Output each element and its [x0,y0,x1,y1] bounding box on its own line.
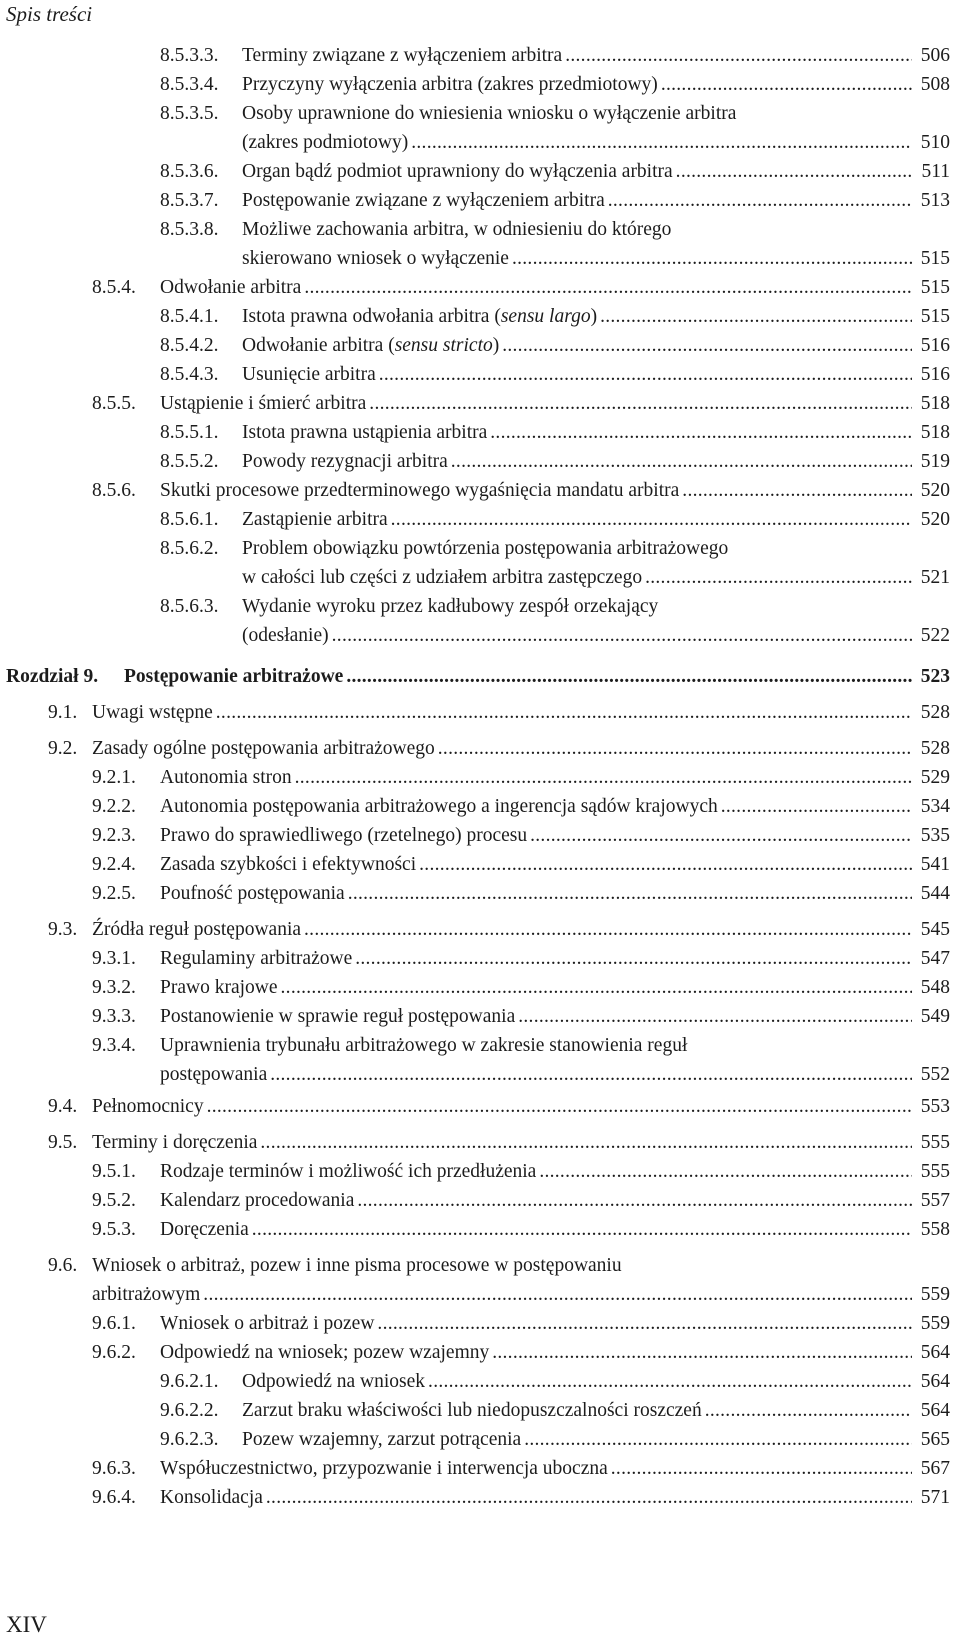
toc-entry-title: (zakres podmiotowy) [242,132,409,153]
toc-entry[interactable] [0,534,960,588]
toc-entry[interactable] [0,734,960,764]
toc-entry-number: 8.5.3.7. [160,190,219,211]
toc-entry-number: 9.3.4. [92,1035,136,1056]
toc-entry-number: 8.5.6. [92,480,136,501]
toc-entry[interactable] [0,70,960,100]
toc-entry-number: 8.5.3.3. [160,45,219,66]
dot-leader [530,821,912,851]
dot-leader [539,1157,912,1187]
toc-entry-title: Osoby uprawnione do wniesienia wniosku o wyłączenie arbitra [242,103,737,124]
toc-entry[interactable] [0,1215,960,1245]
toc-entry[interactable] [0,1425,960,1455]
toc-entry-title: Poufność postępowania [160,883,345,904]
dot-leader [391,505,912,535]
toc-entry-page: 541 [920,854,950,875]
dot-leader [608,186,912,216]
dot-leader [419,850,912,880]
toc-entry-page: 557 [920,1190,950,1211]
toc-entry-title: Pozew wzajemny, zarzut potrącenia [242,1429,522,1450]
toc-entry-page: 548 [920,977,950,998]
dot-leader [369,389,912,419]
toc-entry-page: 555 [920,1161,950,1182]
toc-entry[interactable] [0,973,960,1003]
toc-entry[interactable] [0,792,960,822]
toc-entry-title: Ustąpienie i śmierć arbitra [160,393,367,414]
dot-leader [332,621,912,651]
toc-entry[interactable] [0,1338,960,1368]
toc-entry-page: 567 [920,1458,950,1479]
toc-entry-number: 8.5.6.1. [160,509,219,530]
toc-entry[interactable] [0,418,960,448]
toc-entry-number: 9.6.3. [92,1458,136,1479]
toc-entry-title: Rodzaje terminów i możliwość ich przedłużenia [160,1161,537,1182]
toc-entry-page: 564 [920,1342,950,1363]
toc-entry-number: 9.3.3. [92,1006,136,1027]
toc-entry[interactable] [0,505,960,535]
toc-entry[interactable] [0,41,960,71]
dot-leader [252,1215,912,1245]
toc-entry[interactable] [0,1309,960,1339]
toc-entry[interactable] [0,157,960,187]
toc-entry-number: 8.5.3.4. [160,74,219,95]
toc-entry-title: Autonomia stron [160,767,292,788]
dot-leader [304,273,912,303]
dot-leader [705,1396,912,1426]
toc-entry[interactable] [0,1483,960,1513]
dot-leader [270,1060,912,1090]
toc-entry-page: 520 [920,509,950,530]
toc-entry-number: 8.5.3.8. [160,219,219,240]
dot-leader [676,157,912,187]
toc-entry-page: 558 [920,1219,950,1240]
toc-entry[interactable] [0,1157,960,1187]
toc-entry-page: 547 [920,948,950,969]
toc-entry-number: 8.5.3.6. [160,161,219,182]
toc-entry-page: 555 [920,1132,950,1153]
toc-entry-title: Powody rezygnacji arbitra [242,451,448,472]
toc-entry-number: 9.1. [48,702,78,723]
toc-entry-title: Wydanie wyroku przez kadłubowy zespół orzekający [242,596,659,617]
dot-leader [611,1454,912,1484]
toc-entry[interactable] [0,763,960,793]
toc-entry-number: 8.5.4. [92,277,136,298]
dot-leader [266,1483,912,1513]
toc-entry-title: Autonomia postępowania arbitrażowego a ingerencja sądów krajowych [160,796,718,817]
toc-entry-page: 511 [921,161,950,182]
toc-entry[interactable] [0,1367,960,1397]
toc-entry-title: Istota prawna ustąpienia arbitra [242,422,488,443]
toc-entry-number: 9.6.2.3. [160,1429,219,1450]
toc-entry-title: Współuczestnictwo, przypozwanie i interwencja uboczna [160,1458,608,1479]
toc-entry-number: 9.5.1. [92,1161,136,1182]
toc-entry-title: Zasada szybkości i efektywności [160,854,417,875]
toc-entry-title: postępowania [160,1064,268,1085]
chapter-entry[interactable] [0,662,960,692]
toc-entry-title: Zarzut braku właściwości lub niedopuszczalności roszczeń [242,1400,702,1421]
toc-entry-page: 510 [920,132,950,153]
toc-entry-title: Prawo do sprawiedliwego (rzetelnego) procesu [160,825,528,846]
toc-entry-title: Kalendarz procedowania [160,1190,355,1211]
toc-entry[interactable] [0,360,960,390]
toc-entry[interactable] [0,1002,960,1032]
dot-leader [451,447,912,477]
toc-entry-page: 549 [920,1006,950,1027]
toc-entry[interactable] [0,215,960,269]
toc-entry-title: Pełnomocnicy [92,1096,204,1117]
dot-leader [346,662,912,692]
toc-entry-title: arbitrażowym [92,1284,201,1305]
toc-entry-number: 8.5.3.5. [160,103,219,124]
toc-entry[interactable] [0,592,960,646]
dot-leader [295,763,912,793]
toc-entry[interactable] [0,915,960,945]
toc-entry-page: 564 [920,1371,950,1392]
dot-leader [379,360,912,390]
toc-entry-page: 518 [920,393,950,414]
toc-entry-page: 506 [920,45,950,66]
toc-entry-page: 515 [920,277,950,298]
toc-entry-number: 9.3.1. [92,948,136,969]
toc-entry-title: Doręczenia [160,1219,249,1240]
dot-leader [260,1128,912,1158]
toc-entry-page: 528 [920,738,950,759]
dot-leader [492,1338,912,1368]
toc-entry-page: 534 [920,796,950,817]
toc-entry-number: 8.5.4.3. [160,364,219,385]
toc-entry-page: 559 [920,1284,950,1305]
toc-entry-number: 8.5.6.2. [160,538,219,559]
dot-leader [682,476,912,506]
toc-entry-number: 8.5.6.3. [160,596,219,617]
dot-leader [512,244,912,274]
toc-entry-title: Możliwe zachowania arbitra, w odniesieniu do którego [242,219,672,240]
toc-entry-number: 9.6.2.1. [160,1371,219,1392]
dot-leader [600,302,912,332]
toc-entry-title: Usunięcie arbitra [242,364,376,385]
toc-entry-number: 9.2.1. [92,767,136,788]
dot-leader [565,41,912,71]
toc-entry-title: Zastąpienie arbitra [242,509,388,530]
running-head: Spis treści [6,2,93,26]
dot-leader [357,1186,912,1216]
toc-entry-number: 9.3. [48,919,78,940]
toc-entry-page: 516 [920,335,950,356]
toc-entry-number: 9.2.2. [92,796,136,817]
toc-entry-number: 9.2.3. [92,825,136,846]
toc-entry[interactable] [0,273,960,303]
toc-entry-page: 565 [920,1429,950,1450]
toc-entry-page: 544 [920,883,950,904]
toc-entry-title: Uprawnienia trybunału arbitrażowego w zakresie stanowienia reguł [160,1035,688,1056]
toc-entry-page: 513 [920,190,950,211]
toc-entry-number: 8.5.5. [92,393,136,414]
toc-entry-title: Uwagi wstępne [92,702,213,723]
toc-entry-number: 8.5.4.2. [160,335,219,356]
toc-entry[interactable] [0,1128,960,1158]
toc-entry-number: 9.6. [48,1255,78,1276]
toc-entry[interactable] [0,1454,960,1484]
toc-entry-number: 9.4. [48,1096,78,1117]
toc-entry-page: 528 [920,702,950,723]
toc-entry-number: Rozdział 9. [6,666,99,687]
dot-leader [490,418,912,448]
toc-entry-title: Postępowanie arbitrażowe [124,666,344,687]
toc-entry-title: Regulaminy arbitrażowe [160,948,353,969]
dot-leader [524,1425,912,1455]
toc-entry-page: 559 [920,1313,950,1334]
toc-entry-number: 9.5.3. [92,1219,136,1240]
toc-entry-title: Odpowiedź na wniosek; pozew wzajemny [160,1342,490,1363]
toc-entry-title: Zasady ogólne postępowania arbitrażowego [92,738,435,759]
toc-entry-page: 515 [920,306,950,327]
toc-entry-number: 8.5.5.2. [160,451,219,472]
toc-entry-title: Konsolidacja [160,1487,263,1508]
toc-entry[interactable] [0,302,960,332]
toc-entry-page: 571 [920,1487,950,1508]
dot-leader [377,1309,912,1339]
toc-entry-number: 9.6.1. [92,1313,136,1334]
toc-entry[interactable] [0,1092,960,1122]
toc-entry[interactable] [0,850,960,880]
toc-entry-number: 8.5.4.1. [160,306,219,327]
toc-entry-title: Terminy i doręczenia [92,1132,258,1153]
toc-entry[interactable] [0,99,960,153]
toc-entry-number: 9.6.2.2. [160,1400,219,1421]
toc-entry-page: 523 [920,666,950,687]
toc-entry[interactable] [0,698,960,728]
page-number: XIV [6,1612,47,1637]
toc-entry-title: Terminy związane z wyłączeniem arbitra [242,45,563,66]
toc-entry-number: 9.6.4. [92,1487,136,1508]
toc-entry[interactable] [0,331,960,361]
dot-leader [281,973,912,1003]
toc-entry-title: Istota prawna odwołania arbitra (sensu largo) [242,306,598,327]
toc-entry-title: Odwołanie arbitra (sensu stricto) [242,335,500,356]
toc-entry-number: 9.5.2. [92,1190,136,1211]
dot-leader [518,1002,912,1032]
toc-entry-title: Wniosek o arbitraż, pozew i inne pisma procesowe w postępowaniu [92,1255,622,1276]
toc-entry[interactable] [0,1396,960,1426]
toc-entry-title: Postępowanie związane z wyłączeniem arbitra [242,190,605,211]
toc-entry-title: Prawo krajowe [160,977,278,998]
toc-entry[interactable] [0,879,960,909]
toc-entry-title: Źródła reguł postępowania [92,919,302,940]
toc-entry-title: Skutki procesowe przedterminowego wygaśnięcia mandatu arbitra [160,480,680,501]
toc-entry-page: 520 [920,480,950,501]
dot-leader [348,879,912,909]
toc-entry-number: 9.2.5. [92,883,136,904]
dot-leader [304,915,912,945]
toc-entry-number: 8.5.5.1. [160,422,219,443]
toc-entry-title: Problem obowiązku powtórzenia postępowania arbitrażowego [242,538,729,559]
toc-entry-title: Odpowiedź na wniosek [242,1371,426,1392]
toc-entry-number: 9.2. [48,738,78,759]
toc-entry-title: Organ bądź podmiot uprawniony do wyłączenia arbitra [242,161,673,182]
toc-entry-number: 9.2.4. [92,854,136,875]
dot-leader [438,734,912,764]
toc-entry[interactable] [0,476,960,506]
toc-entry-number: 9.5. [48,1132,78,1153]
toc-entry-title: skierowano wniosek o wyłączenie [242,248,509,269]
toc-entry[interactable] [0,186,960,216]
toc-entry-title: Odwołanie arbitra [160,277,302,298]
toc-entry[interactable] [0,944,960,974]
toc-entry-page: 515 [920,248,950,269]
toc-entry-page: 545 [920,919,950,940]
toc-entry-number: 9.3.2. [92,977,136,998]
dot-leader [428,1367,912,1397]
toc-entry-page: 552 [920,1064,950,1085]
dot-leader [355,944,912,974]
toc-entry-title: Przyczyny wyłączenia arbitra (zakres przedmiotowy) [242,74,658,95]
toc-entry[interactable] [0,1251,960,1305]
dot-leader [721,792,912,822]
toc-entry-title: Wniosek o arbitraż i pozew [160,1313,375,1334]
dot-leader [216,698,912,728]
toc-entry-title: (odesłanie) [242,625,329,646]
toc-entry-page: 535 [920,825,950,846]
toc-entry-page: 518 [920,422,950,443]
dot-leader [661,70,912,100]
toc-entry-page: 519 [920,451,950,472]
toc-entry[interactable] [0,389,960,419]
dot-leader [502,331,912,361]
toc-entry-title: Postanowienie w sprawie reguł postępowania [160,1006,516,1027]
toc-entry-page: 564 [920,1400,950,1421]
toc-entry[interactable] [0,1031,960,1085]
toc-entry-page: 521 [920,567,950,588]
toc-entry[interactable] [0,1186,960,1216]
toc-entry-page: 522 [920,625,950,646]
toc-entry-number: 9.6.2. [92,1342,136,1363]
toc-entry-title: w całości lub części z udziałem arbitra zastępczego [242,567,643,588]
toc-entry-page: 516 [920,364,950,385]
dot-leader [207,1092,912,1122]
dot-leader [203,1280,912,1310]
toc-entry[interactable] [0,447,960,477]
dot-leader [411,128,912,158]
toc-entry-page: 553 [920,1096,950,1117]
toc-entry-page: 529 [920,767,950,788]
toc-entry[interactable] [0,821,960,851]
dot-leader [645,563,912,593]
toc-entry-page: 508 [920,74,950,95]
